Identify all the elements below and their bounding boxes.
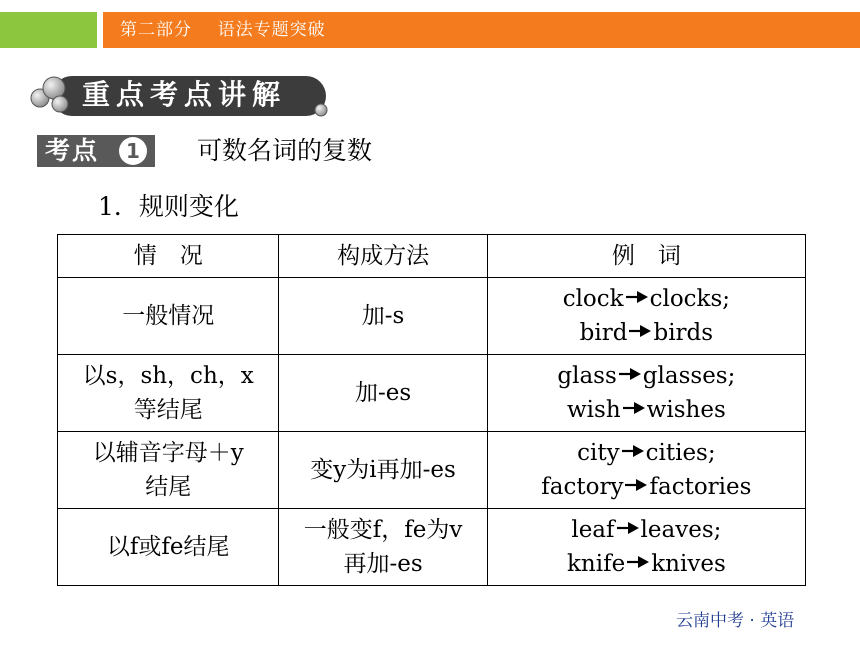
right-arrow-icon bbox=[622, 401, 646, 415]
situation-cell bbox=[58, 278, 279, 355]
table-header-row bbox=[58, 235, 806, 278]
table-row bbox=[58, 509, 806, 586]
examples-cell bbox=[487, 278, 805, 355]
situation-cell bbox=[58, 509, 279, 586]
plural-word: cities; bbox=[645, 440, 716, 466]
singular-word: knife bbox=[567, 551, 626, 577]
header-green-block bbox=[0, 12, 97, 48]
method-text: 再加-es bbox=[343, 551, 423, 577]
header-situation: 情 况 bbox=[58, 235, 279, 278]
example-pair bbox=[488, 359, 805, 393]
subsection-number: 1． bbox=[98, 192, 139, 221]
right-arrow-icon bbox=[626, 555, 650, 569]
situation-text: 等结尾 bbox=[133, 397, 203, 423]
header-method: 构成方法 bbox=[279, 235, 487, 278]
singular-word: wish bbox=[567, 397, 621, 423]
table-row bbox=[58, 355, 806, 432]
example-pair bbox=[488, 513, 805, 547]
examples-cell bbox=[487, 432, 805, 509]
plural-word: factories bbox=[649, 474, 752, 500]
situation-text: 以s，sh，ch，x bbox=[82, 363, 254, 389]
examples-cell bbox=[487, 355, 805, 432]
example-pair bbox=[488, 316, 805, 350]
situation-text: 一般情况 bbox=[122, 303, 215, 329]
singular-word: factory bbox=[541, 474, 624, 500]
topic-label: 考点 bbox=[45, 136, 100, 165]
example-pair bbox=[488, 547, 805, 581]
method-cell bbox=[279, 432, 487, 509]
singular-word: bird bbox=[579, 320, 628, 346]
plural-word: glasses; bbox=[642, 363, 736, 389]
header-examples: 例 词 bbox=[487, 235, 805, 278]
method-cell bbox=[279, 355, 487, 432]
footer-label: 云南中考 · 英语 bbox=[676, 611, 795, 631]
subsection-title: 规则变化 bbox=[138, 192, 239, 221]
right-arrow-icon bbox=[616, 521, 640, 535]
situation-cell bbox=[58, 432, 279, 509]
header-section-title: 第二部分 语法专题突破 bbox=[120, 20, 326, 40]
topic-number-badge: 1 bbox=[119, 137, 147, 165]
table-body bbox=[58, 235, 806, 586]
method-text: 加-es bbox=[354, 380, 412, 406]
plural-word: knives bbox=[651, 551, 726, 577]
right-arrow-icon bbox=[628, 324, 652, 338]
singular-word: leaf bbox=[571, 517, 615, 543]
method-text: 一般变f，fe为v bbox=[303, 517, 463, 543]
singular-word: clock bbox=[562, 286, 624, 312]
subsection-heading bbox=[98, 190, 239, 224]
right-arrow-icon bbox=[618, 367, 642, 381]
right-arrow-icon bbox=[621, 444, 645, 458]
plural-word: birds bbox=[653, 320, 714, 346]
plural-rules-table bbox=[57, 234, 806, 586]
example-pair bbox=[488, 282, 805, 316]
right-arrow-icon bbox=[624, 478, 648, 492]
topic-title: 可数名词的复数 bbox=[197, 136, 373, 165]
right-arrow-icon bbox=[625, 290, 649, 304]
singular-word: city bbox=[577, 440, 620, 466]
section-banner bbox=[30, 72, 330, 122]
banner-title: 重点考点讲解 bbox=[82, 78, 287, 111]
situation-text: 结尾 bbox=[145, 474, 192, 500]
plural-word: clocks; bbox=[649, 286, 731, 312]
method-text: 加-s bbox=[361, 303, 405, 329]
examples-cell bbox=[487, 509, 805, 586]
example-pair bbox=[488, 393, 805, 427]
table-row bbox=[58, 278, 806, 355]
example-pair bbox=[488, 436, 805, 470]
situation-cell bbox=[58, 355, 279, 432]
singular-word: glass bbox=[557, 363, 617, 389]
method-cell bbox=[279, 509, 487, 586]
method-text: 变y为i再加-es bbox=[310, 457, 456, 483]
situation-text: 以辅音字母＋y bbox=[92, 440, 244, 466]
situation-text: 以f或fe结尾 bbox=[106, 534, 230, 560]
example-pair bbox=[488, 470, 805, 504]
method-cell bbox=[279, 278, 487, 355]
plural-word: leaves; bbox=[640, 517, 722, 543]
table-row bbox=[58, 432, 806, 509]
plural-word: wishes bbox=[646, 397, 726, 423]
